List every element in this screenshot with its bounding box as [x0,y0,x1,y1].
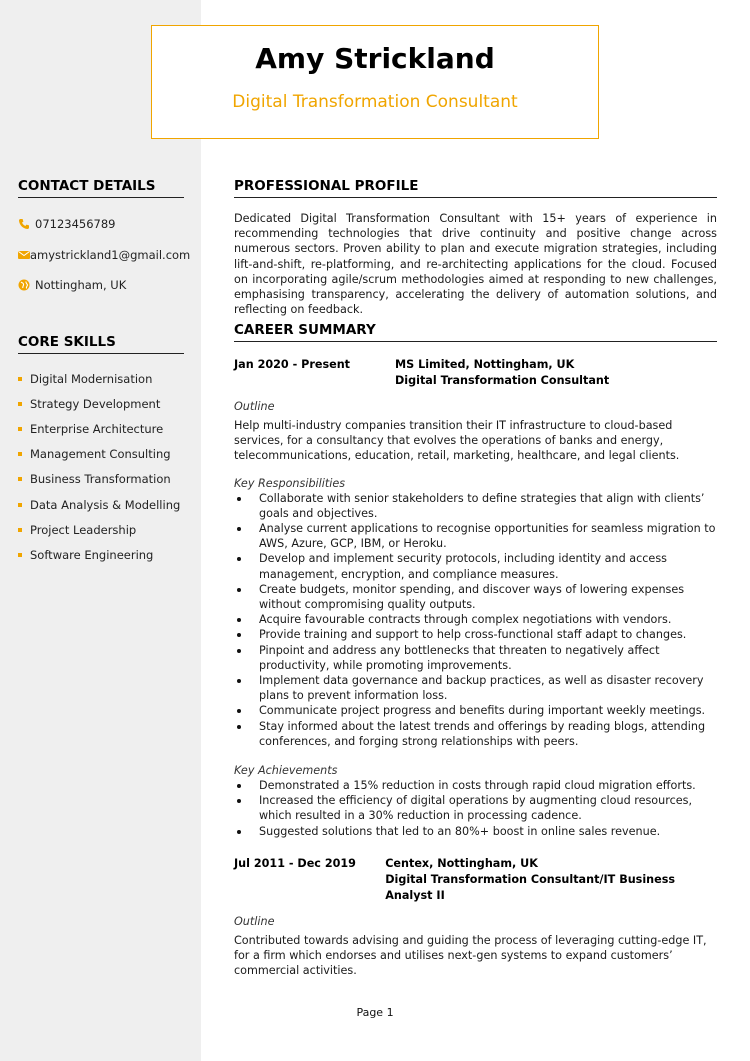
page-number: Page 1 [356,1006,394,1019]
skill-item: Data Analysis & Modelling [18,492,184,517]
contact-location [18,270,184,301]
bullet-square-icon [18,528,22,532]
list-item: Develop and implement security protocols, including identity and access management, encryption, and compliance measures. [234,551,717,581]
profile-text: Dedicated Digital Transformation Consultant with 15+ years of experience in recommending technologies that drive continuity and positive change across numerous sectors. Proven ability to plan and execute migration strategies, including lift-and-shift, re-platforming, and re-architecting applications for the cloud. Focused on incorporating agile/scrum methodologies aimed at responding to new challenges, emphasising transparency, accelerating the delivery of automation solutions, and reflecting on feedback. [234,212,717,317]
job-date: Jan 2020 - Present [234,358,351,371]
list-item: Analyse current applications to recognise opportunities for seamless migration to AWS, Azure, GCP, IBM, or Heroku. [234,521,717,551]
contact-location-text: Nottingham, UK [35,278,127,293]
job-header [234,856,717,904]
bullet-square-icon [18,477,22,481]
candidate-title: Digital Transformation Consultant [232,92,518,112]
phone-icon [18,218,35,230]
bullet-square-icon [18,452,22,456]
skill-item: Software Engineering [18,542,184,567]
email-icon [18,250,30,260]
list-item: Acquire favourable contracts through complex negotiations with vendors. [234,612,717,627]
bullet-square-icon [18,377,22,381]
job-entry [234,856,717,979]
list-item: Collaborate with senior stakeholders to define strategies that align with clients’ goals and objectives. [234,491,717,521]
career-heading: CAREER SUMMARY [234,322,717,342]
contact-heading: CONTACT DETAILS [18,178,184,198]
responsibilities-list [234,491,717,749]
candidate-name: Amy Strickland [255,42,495,75]
career-section [234,322,717,978]
contact-email [18,240,191,271]
list-item: Implement data governance and backup practices, as well as disaster recovery plans to prevent information loss. [234,673,717,703]
skill-item: Project Leadership [18,517,184,542]
contact-email-text: amystrickland1@gmail.com [30,247,191,262]
skill-item: Management Consulting [18,442,184,467]
job-outline: Contributed towards advising and guiding the process of leveraging cutting-edge IT, for a firm which endorses and utilises next-gen systems to expand customers’ commercial activities. [234,933,707,978]
contact-section [18,178,191,301]
profile-section [234,178,717,317]
bullet-square-icon [18,503,22,507]
skill-item: Enterprise Architecture [18,416,184,441]
list-item: Create budgets, monitor spending, and discover ways of lowering expenses without compromising quality outputs. [234,582,717,612]
skill-item: Digital Modernisation [18,366,184,391]
job-company: MS Limited, Nottingham, UK [395,358,575,371]
job-role: Digital Transformation Consultant [395,374,610,387]
list-item: Demonstrated a 15% reduction in costs through rapid cloud migration efforts. [234,778,717,793]
achievements-label: Key Achievements [234,764,338,778]
responsibilities-label: Key Responsibilities [234,476,346,490]
list-item: Communicate project progress and benefits during important weekly meetings. [234,703,717,718]
profile-heading: PROFESSIONAL PROFILE [234,178,717,198]
bullet-square-icon [18,427,22,431]
bullet-square-icon [18,402,22,406]
job-role: Digital Transformation Consultant/IT Business Analyst II [385,872,676,902]
list-item: Provide training and support to help cross-functional staff adapt to changes. [234,627,717,642]
outline-label: Outline [234,400,275,413]
bullet-square-icon [18,553,22,557]
skill-item: Strategy Development [18,391,184,416]
list-item: Stay informed about the latest trends and offerings by reading blogs, attending conferences, and forging strong relationships with peers. [234,719,717,749]
job-entry [234,357,717,839]
achievements-list [234,778,717,839]
outline-label: Outline [234,914,275,928]
job-outline: Help multi-industry companies transition their IT infrastructure to cloud-based services, for a consultancy that evolves the operations of banks and energy, telecommunications, education, retail, marketing, healthcare, and legal clients. [234,419,680,463]
header-box [151,25,599,139]
job-header [234,357,717,389]
contact-phone-text: 07123456789 [35,217,116,232]
job-date: Jul 2011 - Dec 2019 [234,856,356,870]
list-item: Suggested solutions that led to an 80%+ boost in online sales revenue. [234,824,717,839]
list-item: Increased the efficiency of digital operations by augmenting cloud resources, which resulted in a 30% reduction in processing cadence. [234,793,717,823]
globe-icon [18,279,35,291]
skills-section [18,334,184,568]
skills-heading: CORE SKILLS [18,334,184,354]
skill-item: Business Transformation [18,467,184,492]
contact-phone [18,209,184,240]
list-item: Pinpoint and address any bottlenecks that threaten to negatively affect productivity, while promoting improvements. [234,643,717,673]
job-company: Centex, Nottingham, UK [385,856,538,870]
